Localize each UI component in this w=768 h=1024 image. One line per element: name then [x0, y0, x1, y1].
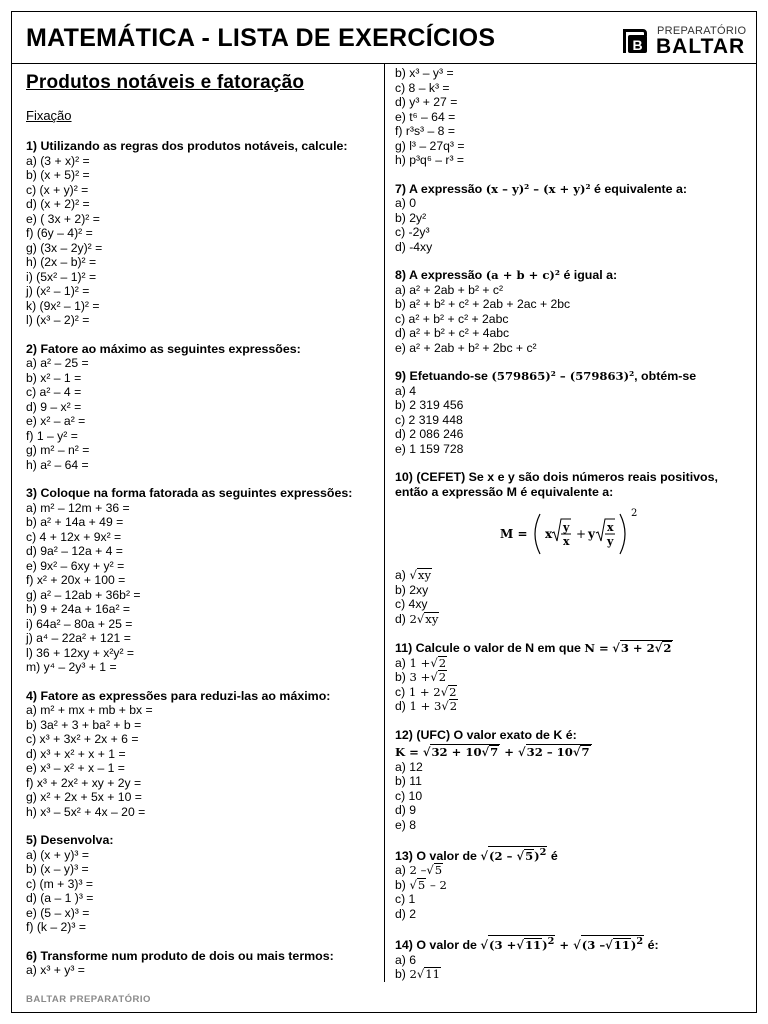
list-item: e) ( 3x + 2)² = [26, 211, 100, 226]
column-divider [384, 64, 385, 982]
section-subtitle: Fixação [26, 108, 72, 123]
question-5-items [26, 848, 378, 935]
list-item: e) a² + 2ab + b² + 2bc + c² [395, 340, 537, 355]
question-8-options [395, 283, 755, 356]
list-item: h) p³q⁶ – r³ = [395, 153, 465, 167]
formula-left-paren [535, 514, 540, 554]
question-1-items [26, 154, 378, 328]
formula-exponent: 2 [631, 508, 638, 519]
question-9-expression: (579865)² – (579863)² [491, 369, 635, 383]
option-item: c) 1 + 2√2 [395, 684, 457, 699]
logo-name: BALTAR [656, 35, 746, 58]
list-item: l) (x³ – 2)² = [26, 313, 90, 327]
question-8-title-end: é igual a: [560, 268, 618, 282]
list-item: h) a² – 64 = [26, 457, 89, 472]
question-14-options [395, 953, 755, 982]
logo-subtitle: PREPARATÓRIO [657, 25, 747, 37]
formula-y: y [588, 527, 595, 541]
list-item: d) (x + 2)² = [26, 197, 90, 211]
option-item: c) 1 [395, 892, 416, 907]
list-item: e) t⁶ – 64 = [395, 109, 456, 124]
formula-plus: + [576, 527, 587, 541]
list-item: e) (5 – x)³ = [26, 905, 90, 920]
list-item: d) (a – 1 )³ = [26, 891, 94, 905]
formula-m-svg [500, 506, 650, 562]
list-item: g) a² – 12ab + 36b² = [26, 587, 141, 602]
list-item: c) -2y³ [395, 225, 430, 239]
formula-m-lhs: M = [500, 527, 528, 541]
list-item: c) 4 + 12x + 9x² = [26, 529, 122, 544]
question-2-items [26, 356, 378, 472]
question-7-options [395, 196, 755, 254]
list-item: a) 0 [395, 196, 417, 210]
question-9-title-end: , obtém-se [634, 369, 697, 383]
question-11-title [395, 640, 755, 656]
question-9-title-start: 9) Efetuando-se [395, 369, 492, 383]
list-item: d) 9a² – 12a + 4 = [26, 544, 123, 558]
list-item: f) 1 – y² = [26, 428, 78, 443]
list-item: c) 8 – k³ = [395, 80, 450, 95]
list-item: g) (3x – 2y)² = [26, 240, 103, 255]
question-6-continued-items [395, 66, 755, 168]
list-item: c) a² – 4 = [26, 385, 82, 399]
formula-frac1-num: y [563, 521, 570, 534]
list-item: h) x³ – 5x² + 4x – 20 = [26, 804, 146, 819]
list-item: b) (x + 5)² = [26, 168, 90, 182]
question-13-options [395, 863, 755, 921]
page-title: MATEMÁTICA - LISTA DE EXERCÍCIOS [26, 24, 496, 52]
list-item: j) (x² – 1)² = [26, 284, 90, 298]
list-item: e) x³ – x² + x – 1 = [26, 761, 125, 775]
list-item: b) a² + b² + c² + 2ab + 2ac + 2bc [395, 297, 571, 311]
list-item: c) (x + y)² = [26, 182, 89, 197]
list-item: a) (x + y)³ = [26, 847, 89, 862]
question-13-title [395, 846, 755, 863]
option-item: b) √5 – 2 [395, 877, 447, 892]
option-item: a) 1 +√2 [395, 655, 447, 670]
question-1-title: 1) Utilizando as regras dos produtos notáveis, calcule: [26, 139, 348, 153]
baltar-logo-icon [620, 26, 650, 56]
list-item: e) 1 159 728 [395, 441, 464, 456]
list-item: b) 2 319 456 [395, 398, 464, 412]
question-11-title-start: 11) Calcule o valor de N em que [395, 641, 585, 655]
option-item: a) 6 [395, 952, 417, 967]
question-10-formula [395, 506, 755, 562]
list-item: b) a² + 14a + 49 = [26, 515, 124, 529]
question-12-title: 12) (UFC) O valor exato de K é: [395, 727, 577, 742]
option-item: a) 2 –√5 [395, 863, 443, 878]
list-item: d) y³ + 27 = [395, 95, 458, 109]
question-13-title-end: é [547, 848, 558, 863]
list-item: m) y⁴ – 2y³ + 1 = [26, 660, 117, 674]
list-item: c) 10 [395, 788, 423, 803]
list-item: c) (m + 3)³ = [26, 876, 94, 891]
list-item: a) (3 + x)² = [26, 153, 90, 168]
list-item: e) x² – a² = [26, 414, 86, 428]
list-item: e) 9x² – 6xy + y² = [26, 558, 125, 573]
list-item: g) l³ – 27q³ = [395, 138, 465, 153]
list-item: c) a² + b² + c² + 2abc [395, 311, 509, 326]
question-5-title: 5) Desenvolva: [26, 833, 114, 847]
question-14-title-start: 14) O valor de [395, 938, 481, 953]
list-item: a) a² + 2ab + b² + c² [395, 282, 504, 297]
list-item: d) 9 – x² = [26, 399, 82, 414]
question-6-items [26, 963, 378, 978]
question-6-title: 6) Transforme num produto de dois ou mais termos: [26, 948, 334, 963]
question-7-title [395, 182, 755, 197]
list-item: d) x³ + x² + x + 1 = [26, 746, 126, 761]
list-item: d) -4xy [395, 239, 433, 254]
footer-brand: BALTAR PREPARATÓRIO [26, 994, 151, 1005]
list-item: f) x² + 20x + 100 = [26, 573, 126, 587]
list-item: d) 9 [395, 803, 417, 817]
list-item: b) (x – y)³ = [26, 862, 89, 876]
list-item: b) 11 [395, 774, 422, 788]
question-4-title: 4) Fatore as expressões para reduzi-las ao máximo: [26, 688, 331, 703]
option-item: d) 2√xy [395, 611, 439, 626]
section-title: Produtos notáveis e fatoração [26, 72, 305, 93]
formula-x: x [545, 527, 553, 541]
question-13-expression: √(2 – √5)$^2$ [480, 847, 547, 863]
list-item: a) m² + mx + mb + bx = [26, 703, 153, 717]
list-item: b) 3a² + 3 + ba² + b = [26, 717, 142, 732]
list-item: i) 64a² – 80a + 25 = [26, 616, 133, 631]
option-item: d) 1 + 3√2 [395, 699, 458, 713]
formula-frac1-den: x [563, 535, 570, 548]
list-item: c) x³ + 3x² + 2x + 6 = [26, 732, 139, 746]
question-11-options [395, 656, 755, 714]
list-item: i) (5x² – 1)² = [26, 269, 97, 284]
list-item: g) m² – n² = [26, 443, 90, 457]
list-item: j) a⁴ – 22a² + 121 = [26, 631, 131, 645]
list-item: b) x³ – y³ = [395, 66, 454, 80]
option-item: a) √xy [395, 568, 432, 582]
formula-right-paren [620, 514, 625, 554]
question-3-items [26, 501, 378, 675]
logo [620, 24, 747, 58]
formula-frac2-num: x [607, 521, 614, 534]
question-12-lhs: K = [395, 745, 419, 759]
list-item: b) 2y² [395, 210, 427, 225]
question-8-title [395, 268, 755, 283]
list-item: a) m² – 12m + 36 = [26, 500, 130, 515]
option-item: b) 3 +√2 [395, 670, 447, 684]
list-item: b) x² – 1 = [26, 370, 82, 385]
list-item: a) 4 [395, 383, 417, 398]
list-item: d) a² + b² + c² + 4abc [395, 326, 510, 340]
question-8-expression: (a + b + c)² [485, 268, 560, 282]
question-8-title-start: 8) A expressão [395, 268, 486, 282]
list-item: f) (6y – 4)² = [26, 226, 93, 240]
question-3-title: 3) Coloque na forma fatorada as seguintes expressões: [26, 486, 353, 500]
question-11-radical: √3 + 2√2 [612, 641, 672, 655]
question-4-items [26, 703, 378, 819]
list-item: e) 8 [395, 817, 417, 832]
list-item: f) x³ + 2x² + xy + 2y = [26, 775, 142, 790]
option-item: b) 2√11 [395, 967, 441, 982]
list-item: l) 36 + 12xy + x²y² = [26, 645, 135, 660]
question-9-options [395, 384, 755, 457]
option-item: c) 4xy [395, 597, 428, 611]
question-11-lhs: N = [584, 641, 609, 655]
question-7-expression: (x – y)² – (x + y)² [485, 181, 591, 196]
question-9-title [395, 369, 755, 384]
list-item: c) 2 319 448 [395, 412, 463, 427]
left-column [26, 66, 378, 978]
question-7-title-end: é equivalente a: [590, 181, 688, 196]
question-14-title-end: é: [644, 938, 659, 953]
list-item: a) a² – 25 = [26, 356, 89, 370]
question-13-title-start: 13) O valor de [395, 848, 481, 863]
question-10-title [395, 470, 755, 500]
list-item: a) x³ + y³ = [26, 963, 85, 977]
option-item: d) 2 [395, 906, 417, 921]
question-12-formula: K = √32 + 10√7 + √32 – 10√7 [395, 745, 590, 759]
question-14-expression: $√(3 +√11)^2 + √(3$ –√11)$^2$ [480, 936, 644, 953]
list-item: a) 12 [395, 759, 423, 774]
list-item: f) r³s³ – 8 = [395, 124, 455, 138]
question-12-options [395, 760, 755, 833]
list-item: g) x² + 2x + 5x + 10 = [26, 790, 142, 804]
list-item: d) 2 086 246 [395, 427, 464, 441]
option-item: b) 2xy [395, 582, 429, 597]
question-7-title-start: 7) A expressão [395, 181, 486, 196]
formula-frac2-den: y [607, 535, 614, 548]
question-10-options [395, 568, 755, 626]
question-2-title: 2) Fatore ao máximo as seguintes expressões: [26, 341, 301, 356]
right-column [395, 66, 755, 982]
list-item: k) (9x² – 1)² = [26, 298, 100, 313]
list-item: h) (2x – b)² = [26, 255, 97, 269]
list-item: f) (k – 2)³ = [26, 920, 86, 934]
list-item: h) 9 + 24a + 16a² = [26, 602, 131, 616]
question-10-title-line1: 10) (CEFET) Se x e y são dois números reais positivos, [395, 470, 718, 484]
svg-text:B: B [632, 37, 643, 53]
question-14-title [395, 935, 755, 952]
question-10-title-line2: então a expressão M é equivalente a: [395, 485, 614, 499]
